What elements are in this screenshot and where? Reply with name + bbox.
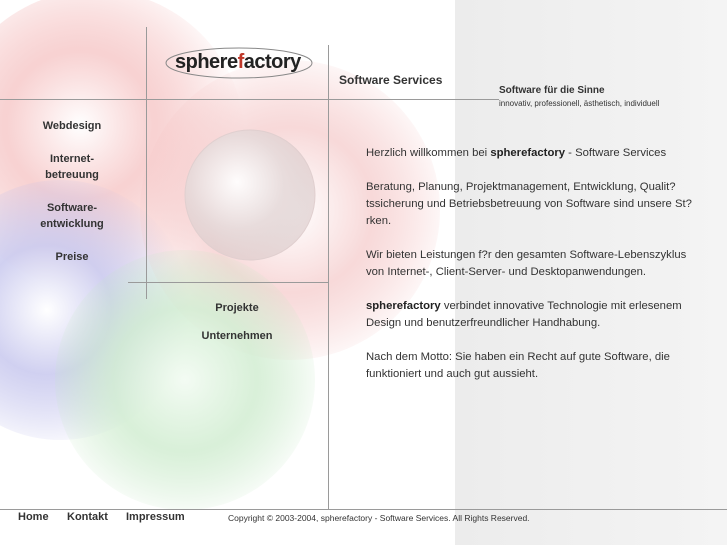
footer-kontakt-link[interactable]: Kontakt — [67, 511, 108, 523]
logo-text-accent: f — [237, 51, 244, 73]
nav-internet-line2: betreuung — [45, 169, 99, 181]
welcome-paragraph — [366, 145, 696, 162]
nav-webdesign-label: Webdesign — [42, 120, 102, 132]
divider-horizontal-middle — [128, 282, 328, 283]
tagline-sub: innovativ, professionell, ästhetisch, individuell — [499, 99, 660, 108]
services-paragraph: Beratung, Planung, Projektmanagement, Entwicklung, Qualit?tssicherung und Betriebsbetreuung von Software sind unsere St?rken. — [366, 181, 692, 227]
lifecycle-paragraph: Wir bieten Leistungen f?r den gesamten Software-Lebenszyklus von Internet-, Client-Server- und Desktopanwendungen. — [366, 249, 687, 278]
nav-softwareentwicklung[interactable] — [30, 200, 114, 232]
nav-webdesign[interactable] — [30, 118, 114, 134]
tagline: Software für die Sinne — [499, 85, 605, 96]
logo-text-part1: sphere — [175, 51, 238, 73]
footer-home-link[interactable]: Home — [18, 511, 49, 523]
divider-vertical-center — [328, 45, 329, 510]
logo[interactable] — [175, 51, 301, 74]
welcome-brand: spherefactory — [490, 147, 566, 159]
motto-paragraph: Nach dem Motto: Sie haben ein Recht auf gute Software, die funktioniert und auch gut aussieht. — [366, 351, 670, 380]
nav-software-line2: entwicklung — [40, 218, 104, 230]
nav-projekte[interactable] — [192, 300, 282, 316]
section-title: Software Services — [339, 73, 443, 87]
nav-internetbetreuung[interactable] — [30, 151, 114, 183]
brand-text: verbindet innovative Technologie mit erlesenem Design und benutzerfreundlicher Handhabung. — [366, 300, 682, 329]
nav-internet-line1: Internet- — [50, 153, 94, 165]
divider-vertical-left — [146, 27, 147, 299]
nav-software-line1: Software- — [46, 202, 98, 214]
main-content — [366, 145, 696, 400]
sphere-center — [185, 130, 315, 260]
nav-preise[interactable] — [30, 249, 114, 265]
brand-name: spherefactory — [366, 300, 441, 312]
welcome-suffix: - Software Services — [565, 147, 667, 159]
footer-impressum-link[interactable]: Impressum — [126, 511, 185, 523]
nav-projekte-label: Projekte — [215, 302, 259, 314]
divider-horizontal-footer — [0, 509, 727, 510]
logo-text-part3: actory — [243, 51, 301, 73]
nav-unternehmen-label: Unternehmen — [201, 330, 273, 342]
divider-horizontal-top — [0, 99, 499, 100]
copyright: Copyright © 2003-2004, spherefactory - Software Services. All Rights Reserved. — [228, 513, 530, 523]
nav-preise-label: Preise — [55, 251, 89, 263]
welcome-text: Herzlich willkommen bei — [366, 147, 491, 159]
nav-unternehmen[interactable] — [192, 328, 282, 344]
sphere-green — [55, 250, 315, 510]
brand-paragraph — [366, 298, 696, 332]
